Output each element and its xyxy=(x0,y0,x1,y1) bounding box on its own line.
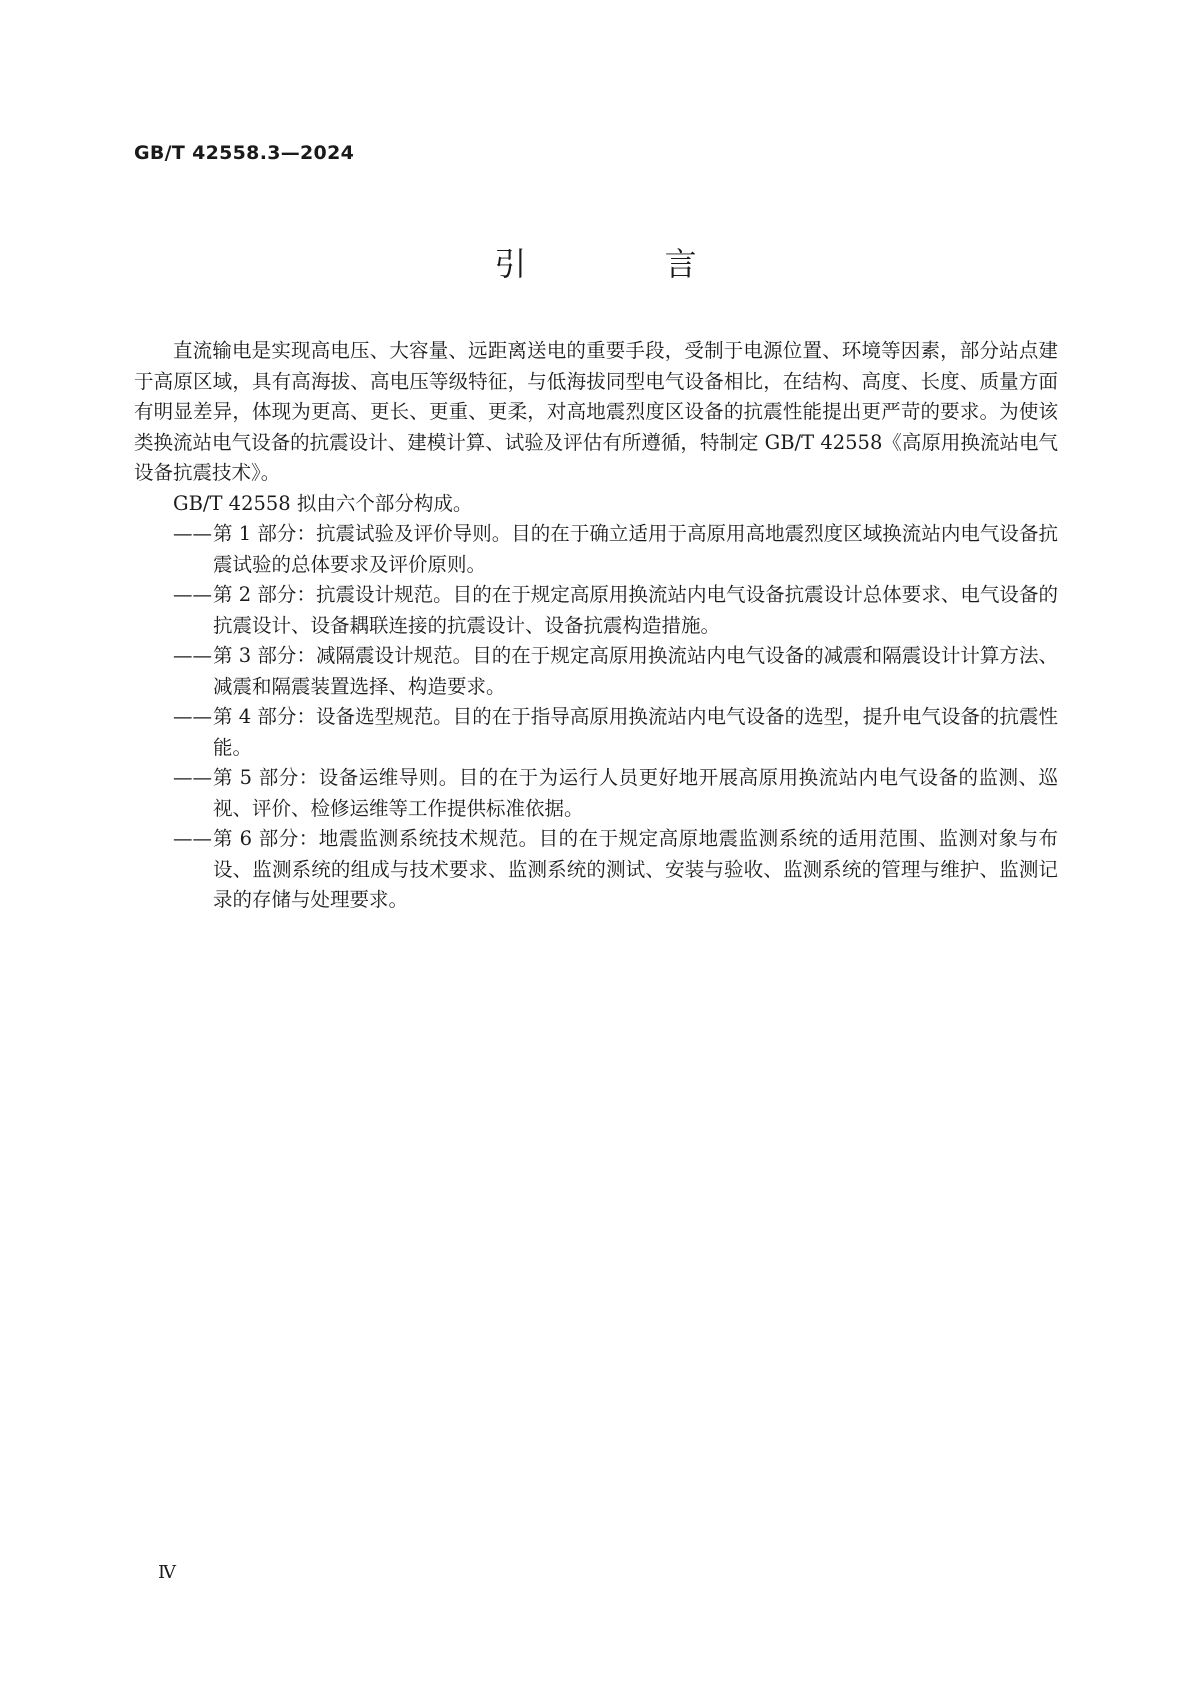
list-dash: —— xyxy=(173,766,212,789)
list-dash: —— xyxy=(173,827,212,850)
list-item xyxy=(134,580,1058,641)
list-item xyxy=(134,519,1058,580)
list-item xyxy=(134,824,1058,916)
list-item xyxy=(134,641,1058,702)
list-dash: —— xyxy=(173,522,212,545)
page-title: 引 言 xyxy=(494,245,761,283)
list-item-text: 第 3 部分：减隔震设计规范。目的在于规定高原用换流站内电气设备的减震和隔震设计计算方法、减震和隔震装置选择、构造要求。 xyxy=(213,644,1058,698)
standard-code: GB/T 42558.3—2024 xyxy=(134,142,355,164)
list-dash: —— xyxy=(173,705,212,728)
list-item-text: 第 5 部分：设备运维导则。目的在于为运行人员更好地开展高原用换流站内电气设备的监测、巡视、评价、检修运维等工作提供标准依据。 xyxy=(213,766,1058,820)
list-dash: —— xyxy=(173,583,212,606)
page-number: Ⅳ xyxy=(158,1562,176,1583)
document-body xyxy=(134,336,1058,916)
list-dash: —— xyxy=(173,644,212,667)
parts-list xyxy=(134,519,1058,916)
list-item xyxy=(134,763,1058,824)
list-item-text: 第 1 部分：抗震试验及评价导则。目的在于确立适用于高原用高地震烈度区域换流站内电气设备抗震试验的总体要求及评价原则。 xyxy=(213,522,1058,576)
list-item xyxy=(134,702,1058,763)
list-item-text: 第 2 部分：抗震设计规范。目的在于规定高原用换流站内电气设备抗震设计总体要求、电气设备的抗震设计、设备耦联连接的抗震设计、设备抗震构造措施。 xyxy=(213,583,1058,637)
intro-paragraph: 直流输电是实现高电压、大容量、远距离送电的重要手段，受制于电源位置、环境等因素，部分站点建于高原区域，具有高海拔、高电压等级特征，与低海拔同型电气设备相比，在结构、高度、长度、质量方面有明显差异，体现为更高、更长、更重、更柔，对高地震烈度区设备的抗震性能提出更严苛的要求。为使该类换流站电气设备的抗震设计、建模计算、试验及评估有所遵循，特制定 GB/T 42558《高原用换流站电气设备抗震技术》。 xyxy=(134,339,1058,484)
intro-paragraph: GB/T 42558 拟由六个部分构成。 xyxy=(173,491,473,515)
list-item-text: 第 4 部分：设备选型规范。目的在于指导高原用换流站内电气设备的选型，提升电气设备的抗震性能。 xyxy=(213,705,1058,759)
list-item-text: 第 6 部分：地震监测系统技术规范。目的在于规定高原地震监测系统的适用范围、监测对象与布设、监测系统的组成与技术要求、监测系统的测试、安装与验收、监测系统的管理与维护、监测记录的存储与处理要求。 xyxy=(213,827,1058,911)
